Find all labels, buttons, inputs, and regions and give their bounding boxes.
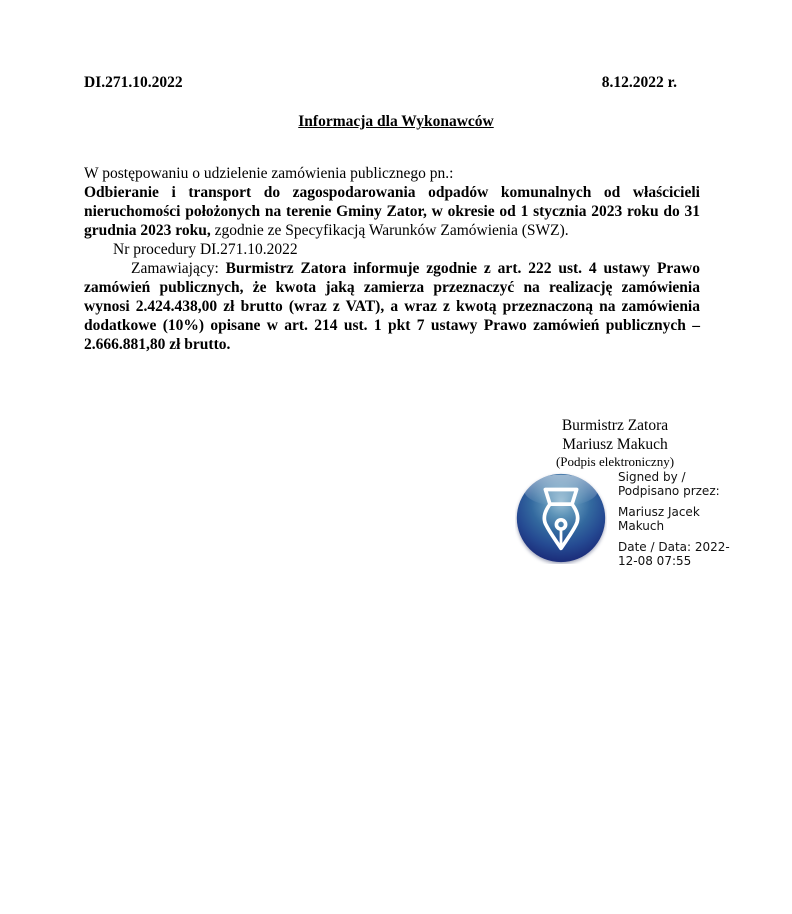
stamp-signer-name bbox=[618, 506, 730, 533]
stamp-signer-name-line2: Makuch bbox=[618, 518, 665, 533]
document-body bbox=[84, 164, 700, 354]
subject-regular-text: zgodnie ze Specyfikacją Warunków Zamówienia (SWZ). bbox=[210, 222, 569, 239]
stamp-signed-by-line1: Signed by / bbox=[618, 470, 686, 484]
pen-nib-icon bbox=[515, 472, 607, 564]
stamp-date-line1: Date / Data: 2022- bbox=[618, 540, 730, 554]
document-header bbox=[0, 0, 792, 92]
signature-role: Burmistrz Zatora bbox=[561, 417, 669, 434]
stamp-date bbox=[618, 541, 730, 568]
subject-bold-text: Odbieranie i transport do zagospodarowania odpadów komunalnych od właścicieli nieruchomości położonych na terenie Gminy Zator, w okresie od 1 stycznia 2023 roku do 31 grudnia 2023 roku, bbox=[84, 184, 700, 239]
stamp-signer-name-line1: Mariusz Jacek bbox=[618, 505, 700, 519]
stamp-text bbox=[618, 471, 730, 568]
signature-name: Mariusz Makuch bbox=[562, 436, 668, 453]
document-date: 8.12.2022 r. bbox=[601, 74, 677, 91]
subject-paragraph bbox=[84, 183, 700, 240]
intro-line: W postępowaniu o udzielenie zamówienia publicznego pn.: bbox=[84, 165, 454, 182]
document-title-text: Informacja dla Wykonawców bbox=[298, 113, 494, 130]
procedure-number: Nr procedury DI.271.10.2022 bbox=[113, 241, 298, 258]
stamp-signed-by-line2: Podpisano przez: bbox=[618, 483, 720, 498]
reference-number: DI.271.10.2022 bbox=[84, 74, 183, 91]
signature-note: (Podpis elektroniczny) bbox=[555, 454, 675, 469]
signature-block bbox=[505, 416, 725, 470]
announcement-lead: Zamawiający: bbox=[131, 260, 226, 277]
announcement-bold-text: Burmistrz Zatora informuje zgodnie z art. 222 ust. 4 ustawy Prawo zamówień publicznych, że kwota jaką zamierza przeznaczyć na realizację zamówienia wynosi 2.424.438,00 zł brutto (wraz z VAT), a wraz z kwotą przeznaczoną na zamówienia dodatkowe (10%) opisane w art. 214 ust. 1 pkt 7 ustawy Prawo zamówień publicznych – 2.666.881,80 zł brutto. bbox=[84, 260, 700, 353]
stamp-signed-by bbox=[618, 471, 730, 498]
electronic-signature-stamp bbox=[515, 472, 730, 568]
stamp-date-line2: 12-08 07:55 bbox=[618, 553, 692, 568]
document-title bbox=[0, 113, 792, 131]
announcement-paragraph bbox=[84, 259, 700, 354]
